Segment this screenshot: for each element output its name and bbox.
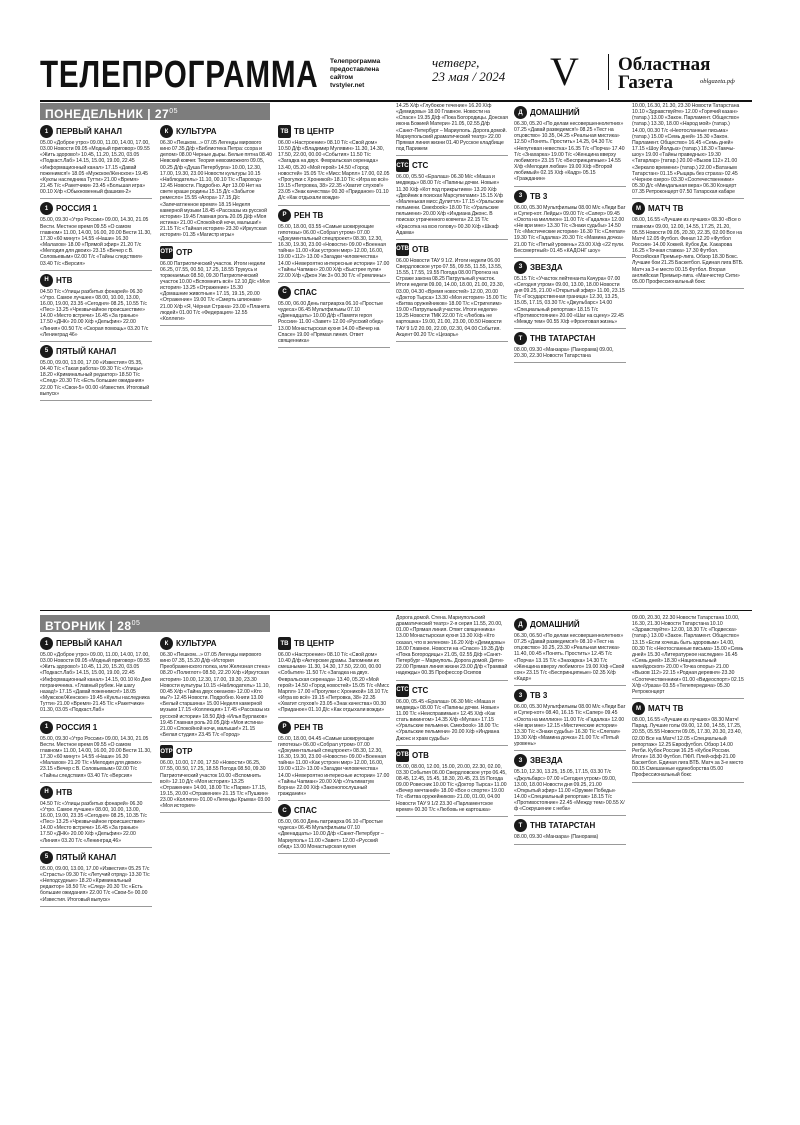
channel-heading <box>514 261 626 274</box>
divider <box>396 239 508 240</box>
program-list: 06.00, 05.50 «Ералаш» 06.30 М/с «Маша и медведь» 08.00 Т/с «Папины дочки. Новые» 11.30 Х/ф «Кот под прикрытием» 13.20 Х/ф «Двойник в поисках Марсупилами» 15.15 Х/ф «Маленькая мисс Дулиттл» 17.15 «Уральские пельмени. Смехbook» 18.00 Т/с «Уральские пельмени» 20.00 Х/ф «Индиана Джонс. В поисках утраченного ковчега» 22.15 Т/с «Красотка на всю голову» 00.30 Х/ф «Шкаф Адама» <box>396 174 504 236</box>
provider-line: сайтом <box>330 74 354 81</box>
divider <box>514 844 626 845</box>
channel-logo-icon: Т <box>514 819 527 832</box>
divider <box>160 325 272 326</box>
channel-heading <box>40 125 152 138</box>
channel-name: ТНВ ТАТАРСТАН <box>530 334 596 344</box>
divider <box>160 741 272 742</box>
divider <box>396 745 508 746</box>
monday-column <box>40 122 152 610</box>
channel-name: ДОМАШНИЙ <box>530 108 580 117</box>
program-list: 04.50 Т/с «Улицы разбитых фонарей» 06.30 «Утро. Самое лучшее» 08.00, 10.00, 13.00, 16.00, 19.00, 23.35 «Сегодня» 08.25, 10.55 Т/с «Пес» 13.25 «Чрезвычайное происшествие» 14.00 «Место встречи» 16.45 «За гранью» 17.50 «ДНК» 20.00 Х/ф «Дельфин» 22.00 «Линия» 00.50 Т/с «Скорая помощь» 03.20 Т/с «Ленинград 46» <box>40 288 149 338</box>
divider <box>40 270 152 271</box>
channel-heading <box>40 202 152 215</box>
channel-logo-icon: М <box>632 702 645 715</box>
program-list: 06.30, 06.50 «По делам несовершеннолетних» 07.25 «Давай разведемся!» 08.10 «Тест на отцовство» 10.25, 23.30 «Реальная мистика» 11.40, 00.45 «Понять. Простить» 12.45 Т/с «Порча» 13.15 Т/с «Знахарка» 14.30 Т/с «Женщина вверху любимого» 19.00 Х/ф «Свой сон» 23.15 Т/с «Беспринципные» 02.35 Х/ф «Кадр» <box>514 633 625 683</box>
program-list: 06.00, 05.30 Мультфильмы 08.00 М/с «Леди Баг и Супер-кот. Лейды» 09.00 Т/с «Сапер» 09.45 «Охота на миллион» 11.00 Т/с «Гадалка» 12.00 «Не ври мне» 13.30 Т/с «Знаки судьбы» 14.50 Т/с «Мистические истории» 16.30 Т/с «Слепая» 19.30 Т/с «Гадалка» 20.30 Т/с «Мамина дочка» 21.00 Т/с «Пятый уровень» 23.00 Х/ф «22 пули. Бессмертный» 01.45 «КАДОНГ шоу» <box>514 204 626 254</box>
date-line: четверг, <box>432 55 480 70</box>
program-list: 09.00, 20.30, 22.30 Новости Татарстана 10.00, 16.30, 21.30 Новости Татарстана 10.10 «Здравствуйте» 12.00, 18.30 Т/с «Подвеска» (татар.) 13.00 «Закон. Парламент. Общество» 13.15 «Если хочешь быть здоровым» 14.00, 00.30 Т/с «Неотосланные письма» 15.00 «Семь дней» 15.30 «Литературное наследие» 16.45 «Семь дней» 18.30 «Национальный калейдоскоп» 20.00 «Точка опоры» 21.00 «Вызов 112» 22.15 «Родная деревня» 23.30 «Соотечественники» 01.00 «Видеоспорт» 02.15 Х/ф «Ураза» 03.55 «Телепередача» 05.30 Ретроконцерт <box>632 615 744 695</box>
program-list: 06.30 «Пешком...» 07.05 Легенды мирового кино 07.35, 15.20 Д/ф «История Преображенского полка, или Железная стена» 08.20 «Полиглот» 08.50, 22.20 Х/ф «Иркутская история» 10.00, 12.30, 17.00, 19.30, 23.30 Новости культуры 10.15 «Наблюдатель» 11.10, 00.45 Х/ф «Тайна двух океанов» 12.00 «Кто мы?» 12.45 Новости. Подробно. Книги 13.00 «Белый старшина» 15.00 Неделя камерной музыки 17.15 «Коллекция» 17.45 «Рассказы из русской истории» 18.50 Д/ф «Илья Бурлаков» 19.45 Главная роль 20.05 Д/ф «Моя истина» 21.00 «Спокойной ночи, малыши!» 21.15 «Белая студия» 23.45 Т/с «Город» <box>160 652 271 739</box>
site-label: oblgazeta.рф <box>700 78 735 85</box>
divider <box>632 198 744 199</box>
tuesday-column <box>632 615 744 1114</box>
program-list: 06.00, 10.00, 17.00, 17.50 «Новости» 06.25, 07.55, 00.50, 17.25, 18.55 Погода 08.50, 09.30 Патриотический участок 10.00 «Вспомнить всё» 12.10 Д/с «Моя история» 13.25 «Отражение» 14.00, 18.00 Т/с «Парки» 17.15, 19.15, 20.00 «Отражение» 21.15 Т/с «Пушкин» 23.00 «Коллеги» 01.00 «Легенды Крыма» 03.00 «Моя история» <box>160 760 271 810</box>
channel-name: МАТЧ ТВ <box>648 204 684 214</box>
issue-date <box>432 56 505 84</box>
program-list: 05.00, 09.30 «Утро России» 09.00, 14.30, 21.05 Вести. Местное время 09.55 «О самом главном» 11.00, 14.00, 16.00, 20.00 Вести 11.30, 17.30 «60 минут» 14.55 «Наши» 16.30 «Малахов» 18.00 «Прямой эфир» 21.20 Т/с «Мелодия для двоих» 23.15 «Вечер с В. Соловьевым» 02.00 Т/с «Тайны следствия» 03.40 Т/с «Версия» <box>40 217 152 267</box>
program-list: 08.00, 09.30 «Манзара» (Панорама) 09.00, 20.30, 22.30 Новости Татарстана <box>514 347 614 360</box>
divider <box>40 782 152 783</box>
divider <box>40 341 152 342</box>
channel-logo-icon: ТВ <box>278 637 291 650</box>
day-banner-monday <box>40 103 270 120</box>
channel-name: КУЛЬТУРА <box>176 127 217 136</box>
channel-logo-icon: 5 <box>40 851 53 864</box>
program-list: 08.00, 16.55 «Лучшие из лучших» 08.30 Матч! Парад. Лучшие голы 09.00, 12.00, 14.55, 17.25, 20.55, 05.55 Новости 09.05, 17.30, 20.30, 23.40, 02.00 Все на Матч! 12.05 «Специальный репортаж» 12.25 Еврофутбол. Обзор 14.00 Регби. Кубок России 16.25 «Кубок России. Итоги» 18.30 Футбол. ПФЛ. Плей-офф 21.00 Баскетбол. Единая лига ВТБ. Матч за 3-е место 00.15 Смешанные единоборства 05.00 Профессиональный бокс <box>632 717 744 779</box>
channel-name: РОССИЯ 1 <box>56 722 98 732</box>
divider <box>632 288 744 289</box>
provider-line: предоставлена <box>330 66 380 73</box>
channel-heading <box>40 637 152 650</box>
program-list: 14.25 Х/ф «Глубокое течение» 16.20 Х/ф «Демидовы» 18.00 Главное. Новости на «Спасе» 19.35 Д/ф «Пока Богородицы. Донская икона Божией Матери» 21.05, 02.55 Д/ф «Санкт-Петербург – Мариуполь. Дорога домой. Мариупольский драматический театр» 22.00 Прямая линия жизни 01.40 Русское кладбище под Парижем <box>396 103 508 153</box>
channel-name: ПЕРВЫЙ КАНАЛ <box>56 127 122 136</box>
divider <box>514 257 626 258</box>
channel-name: ТВ ЦЕНТР <box>294 127 335 136</box>
channel-logo-icon: 3 <box>514 689 527 702</box>
divider <box>514 362 626 363</box>
divider <box>514 186 626 187</box>
program-list: 05.00, 09.30 «Утро России» 09.00, 14.30, 21.05 Вести. Местное время 09.55 «О самом главном» 11.00, 14.00, 16.00, 20.00 Вести 11.30, 17.30 «60 минут» 14.55 «Наши» 16.30 «Малахов» 21.20 Т/с «Мелодия для двоих» 23.15 «Вечер с В. Соловьевым» 02.00 Т/с «Тайны следствия» 03.40 Т/с «Версия» <box>40 735 152 779</box>
program-list: 06.00 «Настроение» 08.10 Т/с «Свой дом» 10.40 Д/ф «Актерские драмы. Запомним их смешными» 11.30, 14.30, 17.50, 22.00, 00.00 «События» 11.50 Т/с «Загадка на двух. Февральская серенада» 13.40, 05.20 «Мой герой» 14.50 «Город новостей» 15.05 Т/с «Мисс Марпл» 17.00 «Прогулки с Хроникой» 18.10 Т/с «Игра во всё» 19.15 «Петровка, 38» 22.35 «Хватит слухов!» 23.05 «Знак качества» 00.30 «Приданое» 01.10 Д/с «Как отдыхали вожди» <box>278 652 390 714</box>
channel-logo-icon: 1 <box>40 125 53 138</box>
channel-logo-icon: Н <box>40 274 53 287</box>
channel-heading <box>396 243 508 256</box>
date-line: 23 мая / 2024 <box>432 69 506 84</box>
program-list: 05.00, 06.00 День патриарха 06.10 «Простые чудеса» 06.45 Мультфильмы 07.10 «Двенадцать» 10.00 Д/ф «Памяти героя России» 11.00 «Завет» 12.00 «Русский обед» 13.00 Монастырская кухня 14.00 «Вечер на Спасе» 19.00 «Прямая линия. Ответ священника» <box>278 300 384 344</box>
tuesday-column <box>514 615 626 1114</box>
tuesday-column <box>278 634 390 1114</box>
monday-column <box>160 122 272 610</box>
channel-name: СТС <box>412 161 429 171</box>
divider <box>160 242 272 243</box>
program-list: 05.00, 06.00 День патриарха 06.10 «Простые чудеса» 06.45 Мультфильмы 07.10 «Двенадцать» 10.00 Д/ф «Санкт-Петербург – Мариуполь» 11.00 «Завет» 12.00 «Русский обед» 13.00 Монастырская кухня <box>278 819 384 850</box>
channel-logo-icon: ОТР <box>160 246 173 259</box>
channel-logo-icon: ОТВ <box>396 749 409 762</box>
program-list: 06.00, 05.45 «Ералаш» 06.30 М/с «Маша и медведь» 08.00 Т/с «Папины дочки. Новые» 11.00 Т/с «Неисправимые» 12.45 Х/ф «Как стать викингом» 14.35 Х/ф «Мулан» 17.15 «Уральские пельмени. Смехbook» 18.00 Т/с «Уральские пельмени» 20.00 Х/ф «Индиана Джонс и храм судьбы» <box>396 698 500 742</box>
brand-line: Газета <box>618 72 674 93</box>
divider <box>632 698 744 699</box>
program-list: 05.00, 08.00, 12.00, 15.00, 20.00, 22.30, 02.00, 03.30 События 06.00 Свердловское утро 06.45, 08.45, 12.45, 15.45, 18.30, 20.45, 23.15 Погода 09.00 Ровесник 10.00 Т/с «Доктор Тырса» 11.00 «Вечер мечтаний» 18.00 «Все о спорте» 19.00 Т/с «Битва оружейников» 21.00, 01.00, 04.00 Новости ТАУ 9 1/2 23.30 «Парламентское время» 00.30 Т/с «Любовь не картошка» <box>396 763 507 813</box>
channel-logo-icon: СТС <box>396 159 409 172</box>
monday-column <box>396 103 508 610</box>
channel-heading <box>396 159 508 172</box>
channel-name: ОТВ <box>412 750 429 760</box>
divider <box>396 155 508 156</box>
channel-heading <box>396 684 508 697</box>
channel-heading <box>514 190 626 203</box>
divider <box>396 341 508 342</box>
channel-name: ТВ ЦЕНТР <box>294 639 335 648</box>
program-list: 06.00 Новости ТАУ 9 1/2. Итоги недели 06.00 Свердловское утро 07.55, 09.55, 11.55, 13.55, 15.55, 17.55, 19.55 Погода 08.00 Прогноз на Страже закона 08.25 Патрульный участок. Итоги недели 09.00, 14.00, 18.00, 21.00, 23.30, 03.00, 04.30 «Время новостей» 12.00, 20.00 «Доктор Тырса» 13.30 «Моя история» 15.00 Т/с «Битва оружейников» 18.00 Т/с «Стригелим» 19.00 «Патрульный участок. Итоги недели» 19.25 Новости ТМК 22.00 Т/с «Любовь не картошка» 19.00, 21.00, 23.00, 00.50 Новости ТАУ 9 1/2 20.00, 22.00, 02.30, 04.00 События. Акцент 00.20 Т/с «Цезарь» <box>396 257 507 338</box>
channel-logo-icon: СТС <box>396 684 409 697</box>
channel-heading <box>278 721 390 734</box>
divider <box>40 847 152 848</box>
program-list: 06.00 Патриотический участок. Итоги недели 06.25, 07.55, 00.50, 17.25, 18.55 Трукусь и торжнаемых 08.50, 09.30 Патриотический участок 10.00 «Вспомнить всё» 12.10 Д/с «Моя история» 13.25 «Отражение» 15.30 «Домашние животные» 17.15, 19.15, 20.00 «Отражение» 19.00 Т/с «Смерть шпионам» 21.00 Х/ф «Я, Чёрная Страна» 23.00 «Планета людей» 01.00 Т/с «Федерация» 12.55 «Коллеги» <box>160 260 270 322</box>
program-list: 05.10, 12.30, 13.25, 15.05, 17.15, 03.30 Т/с «Джульбарс» 07.00 «Сегодня утром» 09.00, 13.00, 18.00 Новости дня 09.25, 21.00 «Открытый эфир» 11.00 «Оружие Победы» 14.00 «Специальный репортаж» 18.15 Т/с «Противостояние» 22.45 «Между тем» 00.55 Х/ф «Сокрушение с неба» <box>514 769 625 813</box>
channel-logo-icon: С <box>278 286 291 299</box>
channel-heading <box>514 332 626 345</box>
channel-heading <box>514 754 626 767</box>
monday-column <box>632 103 744 610</box>
divider <box>514 685 626 686</box>
page-title: ТЕЛЕПРОГРАММА <box>40 54 319 96</box>
divider <box>40 906 152 907</box>
divider <box>632 782 744 783</box>
divider <box>278 347 390 348</box>
channel-name: СПАС <box>294 287 317 297</box>
channel-name: ОТВ <box>412 244 429 254</box>
channel-name: РОССИЯ 1 <box>56 204 98 214</box>
divider <box>396 680 508 681</box>
divider <box>278 717 390 718</box>
channel-heading <box>40 721 152 734</box>
channel-logo-icon: К <box>160 125 173 138</box>
channel-name: СТС <box>412 685 429 695</box>
channel-name: ОТР <box>176 247 193 257</box>
channel-name: КУЛЬТУРА <box>176 639 217 648</box>
channel-logo-icon: Д <box>514 106 527 119</box>
divider <box>514 750 626 751</box>
day-banner-tuesday <box>40 615 270 632</box>
channel-logo-icon: Д <box>514 618 527 631</box>
channel-heading <box>514 819 626 832</box>
program-list: 05.00, 09.00, 13.00, 17.00 «Известия» 05.35, 04.40 Т/с «Такая работа» 09.30 Т/с «Улицы» 18.20 «Криминальный редактор» 18.50 Т/с «След» 20.30 Т/с «Есть большие ожидания» 22.00 Т/с «Свои-5» 00.00 «Известия. Итоговый выпуск» <box>40 359 150 397</box>
channel-logo-icon: 1 <box>40 202 53 215</box>
provider-line: tvstyler.net <box>330 82 365 89</box>
channel-name: ТВ 3 <box>530 691 548 701</box>
channel-heading <box>40 851 152 864</box>
program-list: 06.00 «Настроение» 08.10 Т/с «Свой дом» 10.50 Д/ф «Владимир Мулявин» 11.30, 14.30, 17.50, 22.00, 00.00 «События» 11.50 Т/с «Загадка на двух. Февральская серенада» 13.40, 05.20 «Мой герой» 14.50 «Город новостей» 15.05 Т/с «Мисс Марпл» 17.00, 02.05 «Прогулки с Хроникой» 18.10 Т/с «Игра во всё» 19.15 «Петровка, 38» 22.35 «Хватит слухов!» 23.05 «Знак качества» 00.30 «Приданое» 01.10 Д/с «Как отдыхали вожди» <box>278 140 390 202</box>
channel-name: ТНВ ТАТАРСТАН <box>530 821 596 831</box>
program-list: 05.15 Т/с «Участок лейтенанта Качура» 07.00 «Сегодня утром» 09.00, 13.00, 18.00 Новости дня 09.25, 21.00 «Открытый эфир» 11.00, 23.15 Т/с «Государственная граница» 12.30, 13.25, 15.05, 17.15, 03.30 Т/с «Джульбарс» 14.00 «Специальный репортаж» 18.15 Т/с «Противостояние» 20.00 «Шаг на сцену» 22.45 «Между тем» 00.55 Х/ф «Фронтовая жизнь» <box>514 275 625 325</box>
program-list: 06.30 «Пешком...» 07.05 Легенды мирового кино 07.35 Д/ф «Библиотека Петра: ссора и делом» 08.00 Черные дыры. Белые пятна 08.40 Невский ковчег. Теория невозможного 09.05, 00.25 Д/ф «Душа Петербурга» 10.00, 12.30, 17.00, 19.30, 23.00 Новости культуры 10.15 «Наблюдатель» 11.10, 00.10 Т/с «Пароход» 12.45 Новости. Подробно. Арт 13.00 Нет на свете краше родины 15.15 Д/с «Забытое ремесло» 15.55 «Агора» 17.15 Д/с «Запечатленное время» 18.15 Неделя камерной музыки 18.45 «Рассказы из русской истории» 19.45 Главная роль 20.05 Д/ф «Моя истина» 21.00 «Спокойной ночи, малыши!» 21.15 Т/с «Тайная история» 23.30 «Иркутская история» 01.35 «Магистр игры» <box>160 140 272 239</box>
section-numeral: V <box>550 49 579 94</box>
divider <box>40 610 752 611</box>
divider <box>278 853 390 854</box>
monday-column <box>278 122 390 610</box>
channel-name: РЕН ТВ <box>294 722 324 732</box>
provider-line: Телепрограмма <box>330 58 381 65</box>
channel-name: ДОМАШНИЙ <box>530 620 580 629</box>
channel-heading <box>278 125 390 138</box>
channel-heading <box>278 804 390 817</box>
channel-name: ПЯТЫЙ КАНАЛ <box>56 852 117 862</box>
day-label: ВТОРНИК <box>45 619 106 633</box>
brand-line: Областная <box>618 54 711 75</box>
channel-logo-icon: ОТВ <box>396 243 409 256</box>
channel-heading <box>160 246 272 259</box>
channel-name: ТВ 3 <box>530 191 548 201</box>
channel-logo-icon: Н <box>40 786 53 799</box>
day-label: ПОНЕДЕЛЬНИК <box>45 107 144 121</box>
channel-heading <box>278 209 390 222</box>
program-list: 06.00, 05.30 Мультфильмы 08.00 М/с «Леди Баг и Супер-кот» 08.40, 16.15 Т/с «Сапер» 09.45 «Охота на миллион» 11.00 Т/с «Гадалка» 12.00 «Не ври мне» 12.15 «Мистические истории» 13.30 Т/с «Знаки судьбы» 16.30 Т/с «Слепая» 19.30 Х/ф «Мамина дочка» 21.00 Т/с «Пятый уровень» <box>514 704 626 748</box>
channel-heading <box>278 286 390 299</box>
divider <box>514 815 626 816</box>
channel-name: ОТР <box>176 747 193 757</box>
program-list: Дорога домой. Стена. Мариупольский драматический театр» 2-я серия 11.55, 20.00, 01.00 «Прямая линия. Ответ священника» 13.00 Монастырская кухня 13.30 Х/ф «Кто сказал, что в зеленом» 16.20 Х/ф «Демидовы» 18.00 Главное. Новости на «Спасе» 19.35 Д/ф «Пока Богородицы» 21.05, 02.55 Д/ф «Санкт-Петербург – Мариуполь. Дорога домой. Дети» 22.00 Прямая линия жизни 23.00 Д/ф «Трамвай надежды» 00.35 Профессор Осипов <box>396 615 508 677</box>
channel-name: НТВ <box>56 275 73 285</box>
channel-heading <box>160 745 272 758</box>
channel-name: ПЕРВЫЙ КАНАЛ <box>56 639 122 648</box>
divider <box>40 198 152 199</box>
divider <box>278 205 390 206</box>
channel-heading <box>514 689 626 702</box>
channel-heading <box>278 637 390 650</box>
channel-logo-icon: З <box>514 261 527 274</box>
channel-logo-icon: М <box>632 202 645 215</box>
day-num: | 27 <box>147 107 170 121</box>
program-list: 04.50 Т/с «Улицы разбитых фонарей» 06.30 «Утро. Самое лучшее» 08.00, 10.00, 13.00, 16.00, 19.00, 23.35 «Сегодня» 08.25, 10.35 Т/с «Пес» 13.25 «Чрезвычайное происшествие» 14.00 «Место встречи» 16.45 «За гранью» 17.50 «ДНК» 20.00 Х/ф «Дельфин» 22.00 «Линия» 03.20 Т/с «Ленинград 46» <box>40 800 147 844</box>
program-list: 10.00, 16.30, 21.30, 23.30 Новости Татарстана 10.10 «Здравствуйте» 12.00 «Горячий казан» (татар.) 13.00 «Закон. Парламент. Общество» (татар.) 13.30, 18.00 «Народ мой» (татар.) 14.00, 00.30 Т/с «Неотосланные письма» (татар.) 15.00 «Семь дней» 15.30 «Закон. Парламент. Общество» 16.45 «Семь дней» 17.15 «Шоу Йолдыз» (татар.) 18.30 «Тамчы-шоу» 19.00 «Тайны праведных» 19.30 «Татарлар» (татар.) 20.00 «Вызов 112» 21.00 «Зеркало времени» (татар.) 22.00 «Ватаным Татарстан» 01.15 «Рыцарь без страха» 02.45 «Черное озеро» 03.30 «Соотечественники» 05.30 Д/с «Миндальная вера» 06.30 Концерт 07.35 Ретроконцерт 07.50 Татарская кабаре <box>632 103 740 196</box>
channel-name: МАТЧ ТВ <box>648 704 684 714</box>
divider <box>278 800 390 801</box>
divider <box>608 54 609 90</box>
channel-heading <box>160 637 272 650</box>
channel-heading <box>160 125 272 138</box>
channel-name: РЕН ТВ <box>294 210 324 220</box>
tuesday-column <box>160 634 272 1114</box>
channel-name: ЗВЕЗДА <box>530 756 563 766</box>
divider <box>40 717 152 718</box>
tuesday-column <box>396 615 508 1114</box>
channel-heading <box>632 702 744 715</box>
channel-logo-icon: 3 <box>514 190 527 203</box>
channel-name: НТВ <box>56 787 73 797</box>
channel-name: ПЯТЫЙ КАНАЛ <box>56 346 117 356</box>
tuesday-column <box>40 634 152 1114</box>
program-list: 05.00, 18.00, 03.55 «Самые шокирующие гипотезы» 06.00 «Собрал утром» 07.00 «Документальный спецпроект» 08.30, 12.30, 16.30, 19.30, 23.00 «Новости» 09.00 «Военная тайна» 11.00 «Как устроен мир» 12.00, 16.00, 19.00 «112» 13.00 «Загадки человечества» 14.00 «Невероятно интересные истории» 17.00 «Тайны Чапман» 20.00 Х/ф «Быстрее пули» 22.00 Х/ф «Джон Уик 3» 00.30 Т/с «Гремлины» <box>278 223 390 279</box>
channel-logo-icon: ОТР <box>160 745 173 758</box>
program-list: 08.00, 09.30 «Манзара» (Панорама) <box>514 834 599 841</box>
channel-logo-icon: 1 <box>40 637 53 650</box>
divider <box>40 400 152 401</box>
program-list: 05.00, 09.00, 13.00, 17.00 «Известия» 05.25 Т/с «Страсть» 09.30 Т/с «Летучий отряд» 13.30 Т/с «Неподсудные» 18.20 «Криминальный редактор» 18.50 Т/с «След» 20.30 Т/с «Есть большие ожидания» 22.00 Т/с «Свои-5» 00.00 «Известия. Итоговый выпуск» <box>40 865 150 903</box>
program-list: 06.30, 05.20 «По делам несовершеннолетних» 07.25 «Давай разведемся!» 08.25 «Тест на отцовство» 10.35, 04.25 «Реальная мистика» 12.50 «Понять. Простить» 14.25, 04.30 Т/с «Непутевая невестка» 16.35 Т/с «Порча» 17.40 Т/с «Знахарка» 19.00 Т/с «Женщина вверху любимого» 23.15 Т/с «Беспринципные» 14.55 Х/ф «Мелодия любви» 19.00 Х/ф «Второй любимый» 02.15 Х/ф «Кадр» 05.15 «Гражданин» <box>514 121 625 183</box>
program-list: 05.00, 18.00, 04.45 «Самые шокирующие гипотезы» 06.00 «Собрал утром» 07.00 «Документальный спецпроект» 08.30, 12.30, 16.30, 19.30, 23.00 «Новости» 09.00 «Военная тайна» 11.00 «Как устроен мир» 12.00, 16.00, 19.00 «112» 13.00 «Загадки человечества» 14.00 «Невероятно интересные истории» 17.00 «Тайны Чапман» 20.00 Х/ф «Ультиматум Борна» 22.00 Х/ф «Законопослушный гражданин» <box>278 735 390 797</box>
channel-logo-icon: З <box>514 754 527 767</box>
provider-note <box>330 58 410 90</box>
channel-logo-icon: К <box>160 637 173 650</box>
program-list: 08.00, 16.55 «Лучшие из лучших» 08.30 «Все о главном» 09.00, 12.00, 14.55, 17.25, 21.20, 05.55 Новости 09.05, 20.30, 22.35, 02.00 Все на Матч! 12.05 Футбол. Финал 12.20 «Футбол России» 14.00 Хоккей. Кубок Дж. Хакарова 16.25 «Точная ставка» 17.30 Футбол. Российская Премьер-лига. Обзор 18.30 Бокс. Лучшие бои 21.25 Баскетбол. Единая лига ВТБ. Матч за 3-е место 00.15 Футбол. Вторая английская Премьер-лига. «Манчестер Сити» 05.00 Профессиональный бокс <box>632 217 744 285</box>
divider <box>396 816 508 817</box>
day-num: | 28 <box>109 619 132 633</box>
channel-logo-icon: Т <box>514 332 527 345</box>
channel-heading <box>40 274 152 287</box>
channel-heading <box>514 106 626 119</box>
channel-name: ЗВЕЗДА <box>530 262 563 272</box>
program-list: 05.00 «Доброе утро» 09.00, 11.00, 14.00, 17.00, 03.00 Новости 09.05 «Модный приговор» 09.55 «Жить здорово!» 10.45, 11.20, 15.20, 03.05 «Подкаст.Лаб» 14.15, 15.00, 19.00, 22.45 «Информационный канал» 17.15 «Давай поженимся!» 18.05 «Мужское/Женское» 19.45 «Куклы наследника Тутти» 21.00 «Время» 21.45 Т/с «Ракетчики» 23.45 «Большая игра» 00.10 Х/ф «Обыкновенный фашизм-2» <box>40 140 150 196</box>
channel-logo-icon: С <box>278 804 291 817</box>
channel-heading <box>396 749 508 762</box>
channel-logo-icon: Р <box>278 721 291 734</box>
divider <box>160 812 272 813</box>
channel-logo-icon: Р <box>278 209 291 222</box>
day-month: 05 <box>131 620 141 627</box>
monday-column <box>514 103 626 610</box>
divider <box>514 328 626 329</box>
channel-logo-icon: ТВ <box>278 125 291 138</box>
channel-heading <box>40 786 152 799</box>
channel-heading <box>40 345 152 358</box>
channel-heading <box>514 618 626 631</box>
masthead <box>40 50 752 100</box>
newspaper-logo <box>618 56 710 92</box>
channel-heading <box>632 202 744 215</box>
channel-logo-icon: 5 <box>40 345 53 358</box>
program-list: 05.00 «Доброе утро» 09.00, 11.00, 14.00, 17.00, 03.00 Новости 09.05 «Модный приговор» 09.55 «Жить здорово!» 10.45, 11.20, 15.20, 03.05 «Подкаст.Лаб» 14.15, 15.00, 19.00, 22.45 «Информационный канал» 14.15, 00.10 Ко Дню пограничника. «Главный рубеж. Ни шагу назад!» 17.15 «Давай поженимся!» 18.05 «Мужское/Женское» 19.45 «Куклы наследника Тутти» 21.00 «Время» 21.45 Т/с «Ракетчики» 01.30, 03.05 «Подкаст.Лаб» <box>40 652 152 714</box>
day-month: 05 <box>169 108 179 115</box>
divider <box>40 100 752 102</box>
divider <box>278 282 390 283</box>
channel-name: СПАС <box>294 806 317 816</box>
channel-logo-icon: 1 <box>40 721 53 734</box>
